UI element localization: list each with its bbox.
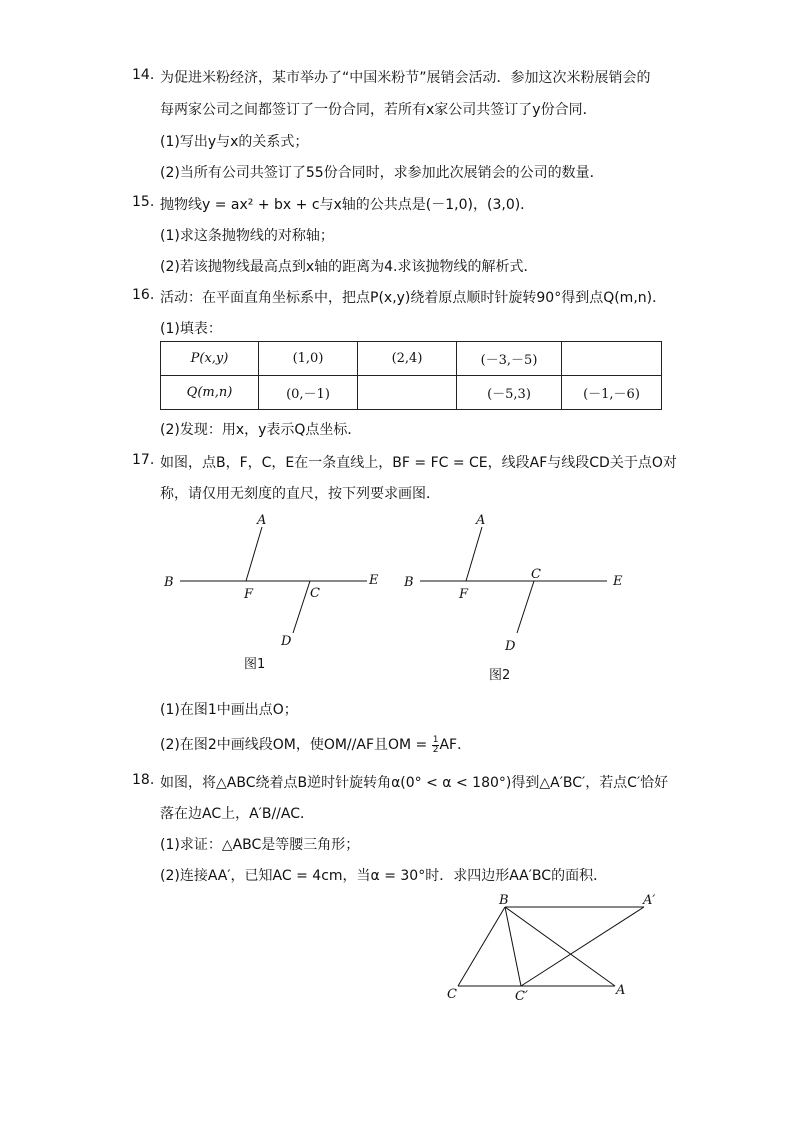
figure-1-caption: 图1 [244,657,266,672]
table-cell: (－5,3) [457,376,562,410]
q18-part-2: (2)连接AA′，已知AC = 4cm，当α = 30°时．求四边形AA′BC的面积． [160,868,608,884]
q18-number: 18. [132,772,155,788]
table-cell: P(x,y) [161,342,259,376]
q17-part-2-text: (2)在图2中画线段OM，使OM//AF且OM = [160,737,428,753]
q17-number: 17. [132,452,155,468]
table-cell: (0,－1) [259,376,358,410]
label-A: A [616,983,626,998]
q16-number: 16. [132,287,155,303]
label-E: E [369,573,379,588]
q14-number: 14. [132,67,155,83]
q17-part-2 [160,734,471,755]
q15-part-1: (1)求这条抛物线的对称轴； [160,228,334,244]
q18-figure [447,893,655,1004]
label-B: B [404,575,414,590]
q18-line-1: 如图，将△ABC绕着点B逆时针旋转角α(0° < α < 180°)得到△A′BC′，若点C′恰好 [160,775,669,791]
q15-number: 15. [132,194,155,210]
q14-line-1: 为促进米粉经济，某市举办了“中国米粉节”展销会活动．参加这次米粉展销会的 [160,70,651,86]
figure-2-caption: 图2 [489,668,511,683]
figure-2 [403,513,623,683]
label-F: F [244,587,254,602]
label-C-prime: C′ [515,989,528,1004]
q17-part-1: (1)在图1中画出点O； [160,702,298,718]
table-cell: (1,0) [259,342,358,376]
q18-part-1: (1)求证：△ABC是等腰三角形； [160,837,360,853]
q16-part-2: (2)发现：用x，y表示Q点坐标． [160,422,362,438]
q14-line-2: 每两家公司之间都签订了一份合同，若所有x家公司共签订了y份合同． [160,102,597,118]
label-A-prime: A′ [643,893,656,908]
label-C: C [310,586,320,601]
label-A: A [476,513,486,528]
q17-line-2: 称，请仅用无刻度的直尺，按下列要求画图． [160,486,440,502]
q15-part-2: (2)若该抛物线最高点到x轴的距离为4.求该抛物线的解析式． [160,259,538,275]
table-cell: Q(m,n) [161,376,259,410]
fraction-denominator: 2 [432,744,439,755]
q15-line-1: 抛物线y = ax² + bx + c与x轴的公共点是(－1,0)，(3,0)． [160,197,535,213]
q16-part-1: (1)填表： [160,321,222,337]
label-F: F [459,587,469,602]
label-B: B [164,575,174,590]
label-D: D [281,634,292,649]
table-cell: (2,4) [358,342,457,376]
label-C: C [531,567,541,582]
q14-part-1: (1)写出y与x的关系式； [160,134,309,150]
fraction-numerator: 1 [432,734,439,745]
q17-line-1: 如图，点B，F，C，E在一条直线上，BF = FC = CE，线段AF与线段CD关于点O对 [160,455,677,471]
label-A: A [257,513,267,528]
q16-line-1: 活动：在平面直角坐标系中，把点P(x,y)绕着原点顺时针旋转90°得到点Q(m,n)． [160,290,667,306]
table-cell: (－3,－5) [457,342,562,376]
table-cell: (－1,－6) [562,376,662,410]
q17-part-2-tail: AF． [439,737,472,753]
label-D: D [505,639,516,654]
q18-line-2: 落在边AC上，A′B//AC． [160,806,315,822]
label-C: C [447,987,457,1002]
q14-part-2: (2)当所有公司共签订了55份合同时，求参加此次展销会的公司的数量． [160,165,604,181]
figure-1 [163,513,379,672]
label-E: E [613,574,623,589]
label-B: B [499,893,509,908]
